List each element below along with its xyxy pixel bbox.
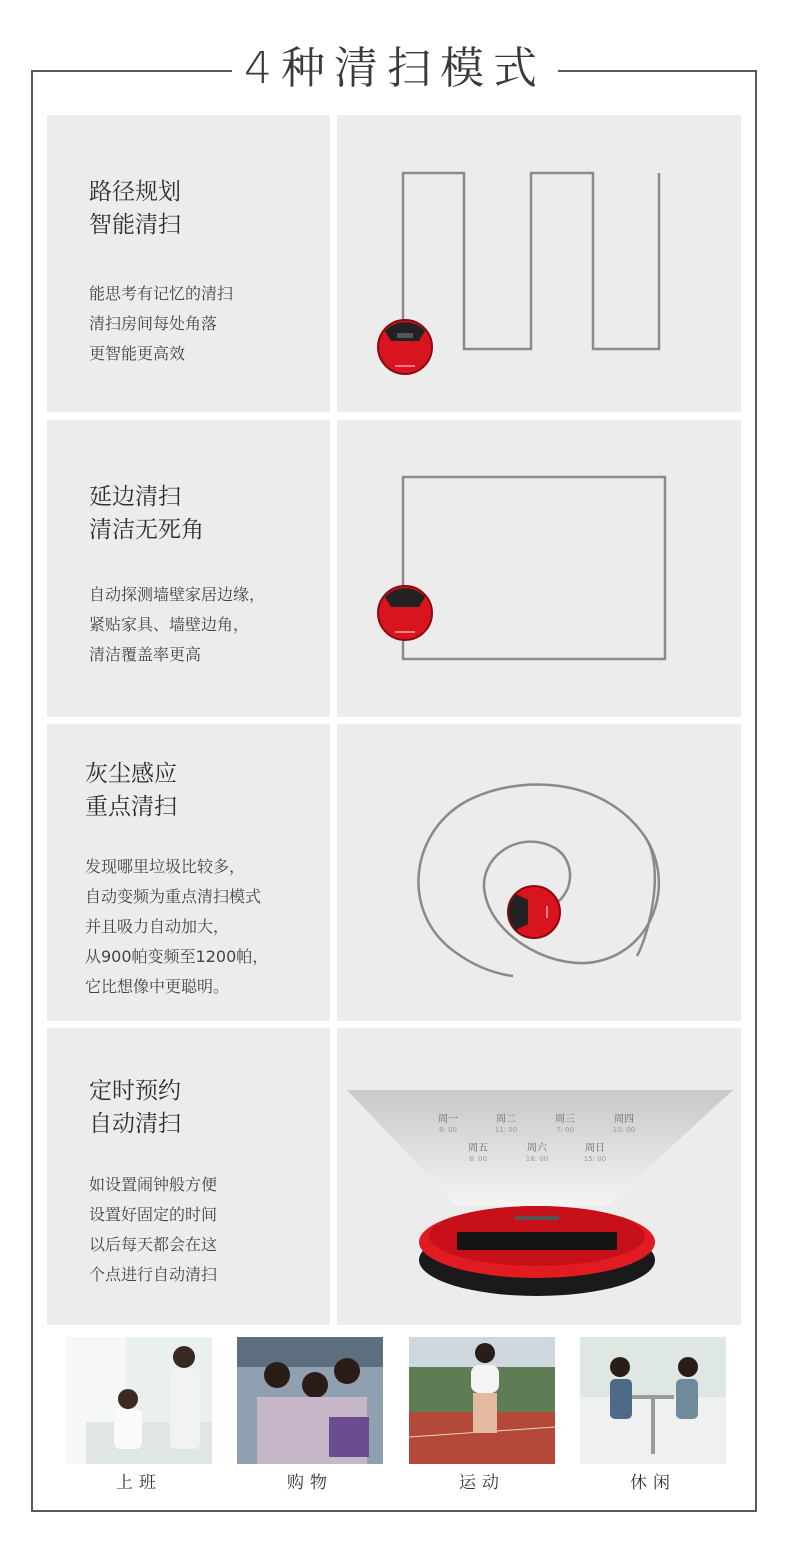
mode-heading: [89, 481, 204, 547]
scene-caption: 上班: [116, 1473, 162, 1493]
heading-line: 灰尘感应: [85, 761, 177, 787]
heading-line: 重点清扫: [85, 794, 177, 820]
office-photo: [66, 1337, 212, 1464]
sport-photo: [409, 1337, 555, 1464]
mode-illustration: [337, 1028, 741, 1325]
heading-line: 自动清扫: [89, 1111, 181, 1137]
mode-heading: [85, 758, 177, 824]
desc-line: 它比想像中更聪明。: [85, 977, 230, 996]
desc-line: 以后每天都会在这: [89, 1235, 218, 1254]
mode-text-panel: [47, 420, 330, 717]
desc-line: 从900帕变频至1200帕，: [85, 947, 269, 966]
schedule-item: 周六 18: 00: [525, 1143, 549, 1163]
desc-line: 能思考有记忆的清扫: [89, 284, 234, 303]
heading-line: 清洁无死角: [89, 517, 204, 543]
mode-illustration: [337, 724, 741, 1021]
heading-line: 智能清扫: [89, 212, 181, 238]
shopping-photo: [237, 1337, 383, 1464]
desc-line: 并且吸力自动加大，: [85, 917, 230, 936]
mode-text-panel: [47, 1028, 330, 1325]
desc-line: 清洁覆盖率更高: [89, 645, 202, 664]
mode-text-panel: [47, 115, 330, 412]
mode-description: [89, 279, 233, 369]
edge-path-diagram: [337, 420, 741, 717]
mode-illustration: [337, 420, 741, 717]
heading-line: 路径规划: [89, 179, 181, 205]
spiral-path-diagram: [337, 724, 741, 1021]
mode-heading: [89, 176, 181, 242]
heading-line: 延边清扫: [89, 484, 181, 510]
desc-line: 自动变频为重点清扫模式: [85, 887, 262, 906]
zigzag-path-diagram: [337, 115, 741, 412]
schedule-item: 周三 7: 00: [555, 1114, 575, 1134]
scene-caption: 购物: [287, 1473, 333, 1493]
schedule-item: 周五 8: 00: [468, 1143, 488, 1163]
mode-illustration: [337, 115, 741, 412]
schedule-item: 周一 8: 00: [438, 1114, 458, 1134]
desc-line: 紧贴家具、墙壁边角，: [89, 615, 250, 634]
scene-caption: 休闲: [630, 1473, 676, 1493]
desc-line: 更智能更高效: [89, 344, 186, 363]
projection-beam: [337, 1028, 741, 1325]
leisure-photo: [580, 1337, 726, 1464]
desc-line: 清扫房间每处角落: [89, 314, 218, 333]
desc-line: 发现哪里垃圾比较多，: [85, 857, 246, 876]
page-title: 4种清扫模式: [232, 38, 558, 100]
mode-heading: [89, 1075, 181, 1141]
desc-line: 如设置闹钟般方便: [89, 1175, 218, 1194]
schedule-item: 周日 15: 00: [583, 1143, 607, 1163]
robot-vacuum-icon: [378, 320, 432, 374]
mode-text-panel: [47, 724, 330, 1021]
robot-vacuum-icon: [419, 1206, 655, 1296]
scene-caption: 运动: [459, 1473, 505, 1493]
schedule-item: 周四 10: 00: [612, 1114, 636, 1134]
robot-vacuum-icon: [508, 886, 560, 938]
desc-line: 设置好固定的时间: [89, 1205, 218, 1224]
desc-line: 自动探测墙壁家居边缘，: [89, 585, 266, 604]
robot-vacuum-icon: [378, 586, 432, 640]
mode-description: [89, 1170, 217, 1290]
schedule-item: 周二 11: 00: [494, 1114, 518, 1134]
heading-line: 定时预约: [89, 1078, 181, 1104]
mode-description: [85, 852, 268, 1002]
desc-line: 个点进行自动清扫: [89, 1265, 218, 1284]
mode-description: [89, 580, 265, 670]
